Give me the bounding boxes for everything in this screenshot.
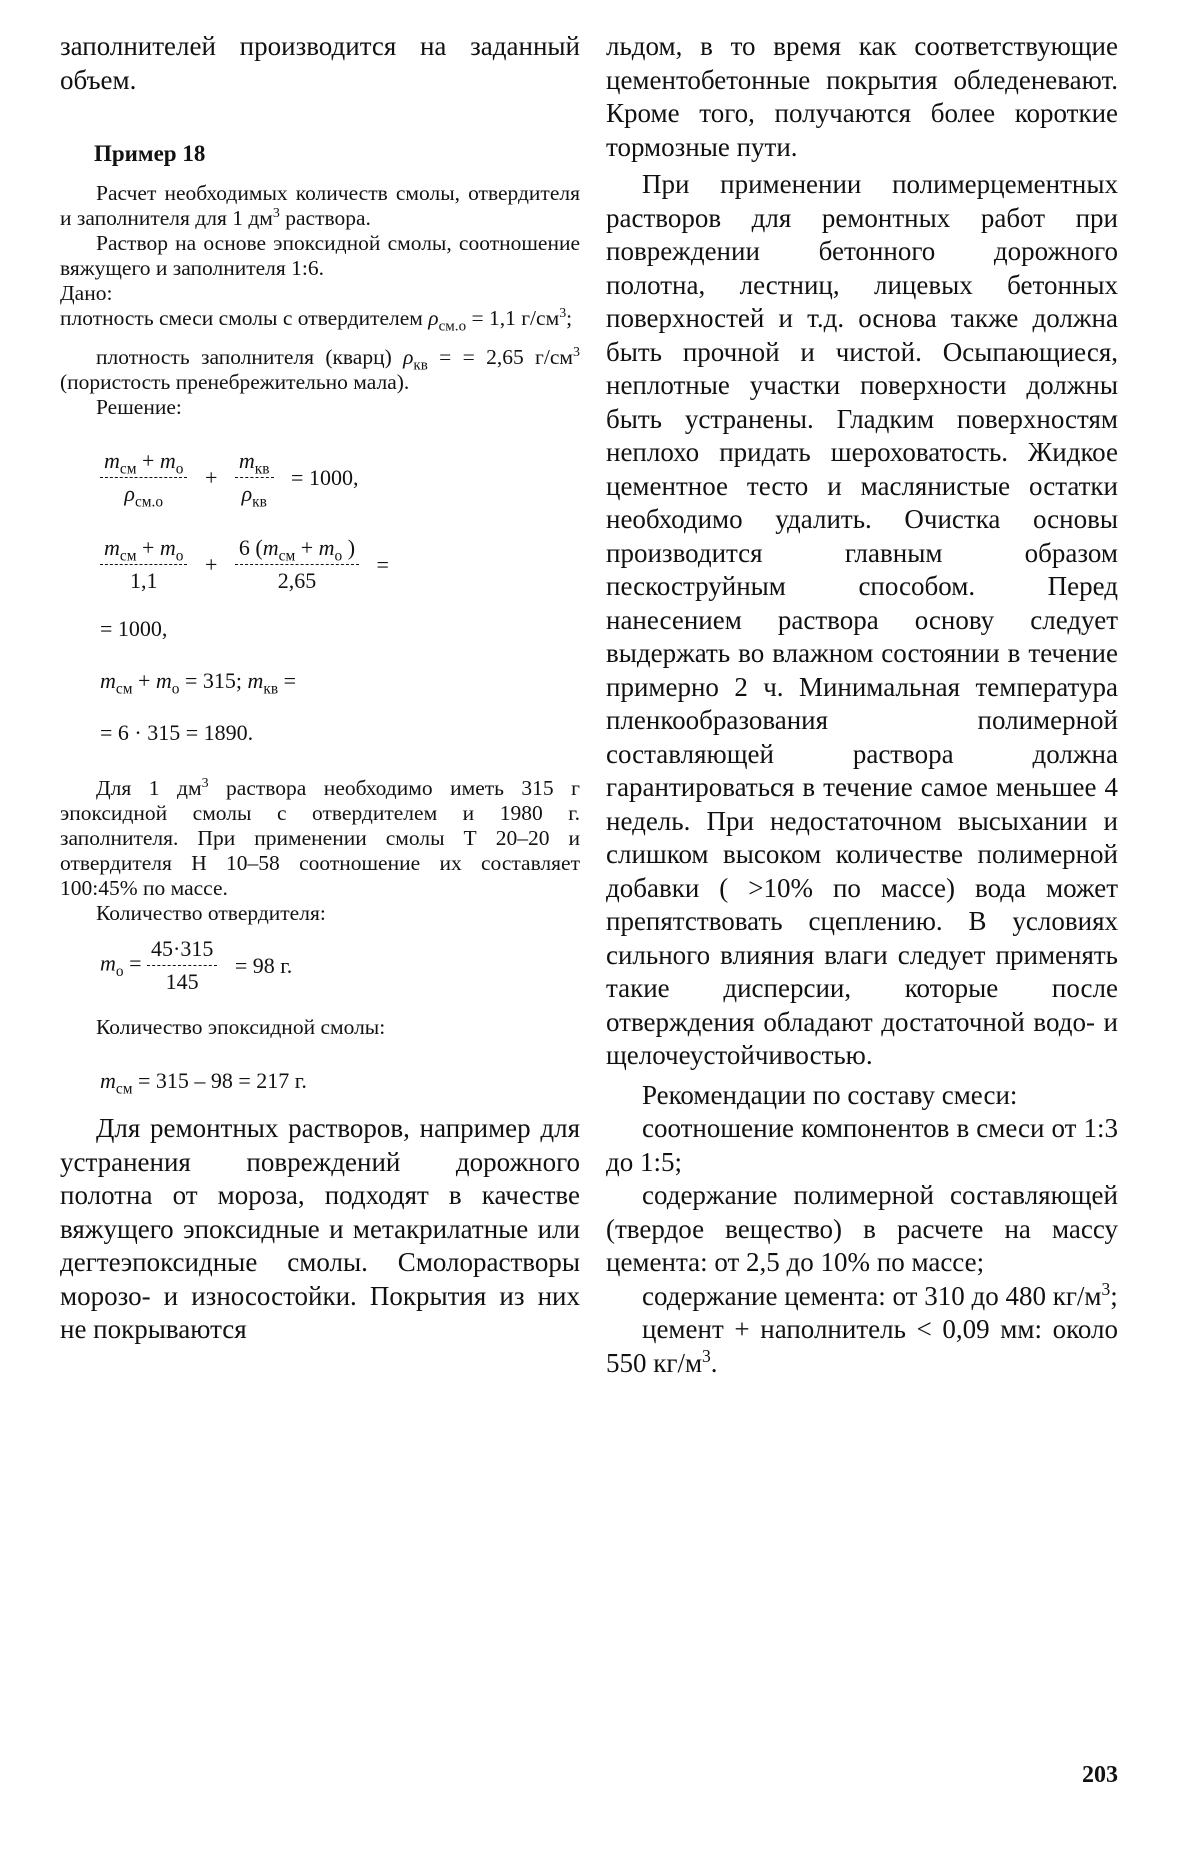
repair-paragraph: Для ремонтных растворов, например для устранения повреждений дорожного полотна от мороза, подходят в качестве вяжущего эпоксидные и метакрилатные или дегтеэпоксидные смолы. Смолорастворы морозо- и износостойки. Покрытия из них не покрываются: [60, 1113, 580, 1344]
formula-5: $m_о$ = $\frac{45\cdot 315}{145}$ = 98 г.: [100, 936, 293, 994]
recommendation-ratio: соотношение компонентов в смеси от 1:3 до 1:5;: [606, 1113, 1118, 1177]
formula-6: $m_{см} = 315 - 98 = 217$ г.: [100, 1068, 307, 1098]
left-column: [60, 30, 580, 1347]
calc-task: Расчет необходимых количеств смолы, отвердителя и заполнителя для 1 $дм^3$ раствора.: [60, 181, 580, 230]
solution-basis: Раствор на основе эпоксидной смолы, соотношение вяжущего и заполнителя 1:6.: [60, 231, 580, 280]
density-resin: плотность смеси смолы с отвердителем $\rho_{см.о} = 1,1$ $г/см^3$;: [60, 305, 573, 335]
recommendation-polymer: содержание полимерной составляющей (твердое вещество) в расчете на массу цемента: от 2,5 до 10% по массе;: [606, 1180, 1118, 1277]
formula-2: $\frac{m_{см} + m_о}{1,1}$ + $\frac{6 (m_{см} + m_о )}{2,65}$ =: [100, 535, 580, 594]
density-filler: плотность заполнителя (кварц) $\rho_{кв}$ = = 2,65 $г/см^3$ (пористость пренебрежительно мала).: [60, 344, 580, 394]
result-paragraph: Для 1 $дм^3$ раствора необходимо иметь 315 г эпоксидной смолы с отвердителем и 1980 г. заполнителя. При применении смолы Т 20–20 и отвердителя Н 10–58 соотношение их составляет 100:45% по массе.: [60, 775, 580, 900]
intro-text: заполнителей производится на заданный объем.: [60, 31, 580, 95]
right-column: [606, 30, 1118, 1380]
given-label: Дано:: [60, 281, 113, 305]
resin-label: Количество эпоксидной смолы:: [96, 1015, 386, 1039]
page-number: 203: [1082, 1762, 1118, 1788]
example-heading: Пример 18: [94, 141, 206, 166]
recommendation-cement: содержание цемента: от 310 до 480 $кг/м^3$;: [642, 1278, 1118, 1311]
formula-4: = 6 · 315 = 1890.: [100, 720, 254, 745]
recommendations-heading: Рекомендации по составу смеси:: [642, 1079, 1018, 1110]
polymer-cement-paragraph: При применении полимерцементных растворов для ремонтных работ при повреждении бетонного дорожного полотна, лестниц, лицевых бетонных поверхностей и т.д. основа также должна быть прочной и чистой. Осыпающиеся, неплотные участки поверхности должны быть устранены. Гладким поверхностям неплохо придать шероховатость. Жидкое цементное тесто и маслянистые остатки необходимо удалить. Очистка основы производится главным образом пескоструйным способом. Перед нанесением раствора основу следует выдержать во влажном состоянии в течение примерно 2 ч. Минимальная температура пленкообразования полимерной составляющей раствора должна гарантироваться в течение самое меньшее 4 недель. При недостаточном высыхании и слишком высоком количестве полимерной добавки ( >10% по массе) вода может препятствовать сцеплению. В условиях сильного влияния влаги следует применять такие дисперсии, которые после отверждения обладают достаточной водо- и щелочеустойчивостью.: [606, 169, 1118, 1070]
formula-3: $m_{см} + m_о = 315$; $m_{кв}$ =: [100, 668, 297, 698]
solution-label: Решение:: [96, 395, 182, 419]
recommendation-filler: цемент + наполнитель < 0,09 мм: около 550 $кг/м^3$.: [606, 1314, 1118, 1378]
continuation-paragraph: льдом, в то время как соответствующие цементобетонные покрытия обледеневают. Кроме того, получаются более короткие тормозные пути.: [606, 31, 1118, 162]
hardener-label: Количество отвердителя:: [96, 901, 326, 925]
formula-1: $\frac{m_{см} + m_о}{\rho_{см.о}}$ + $\frac{m_{кв}}{\rho_{кв}}$ = 1000,: [100, 448, 580, 507]
formula-2-result: = 1000,: [100, 616, 168, 641]
